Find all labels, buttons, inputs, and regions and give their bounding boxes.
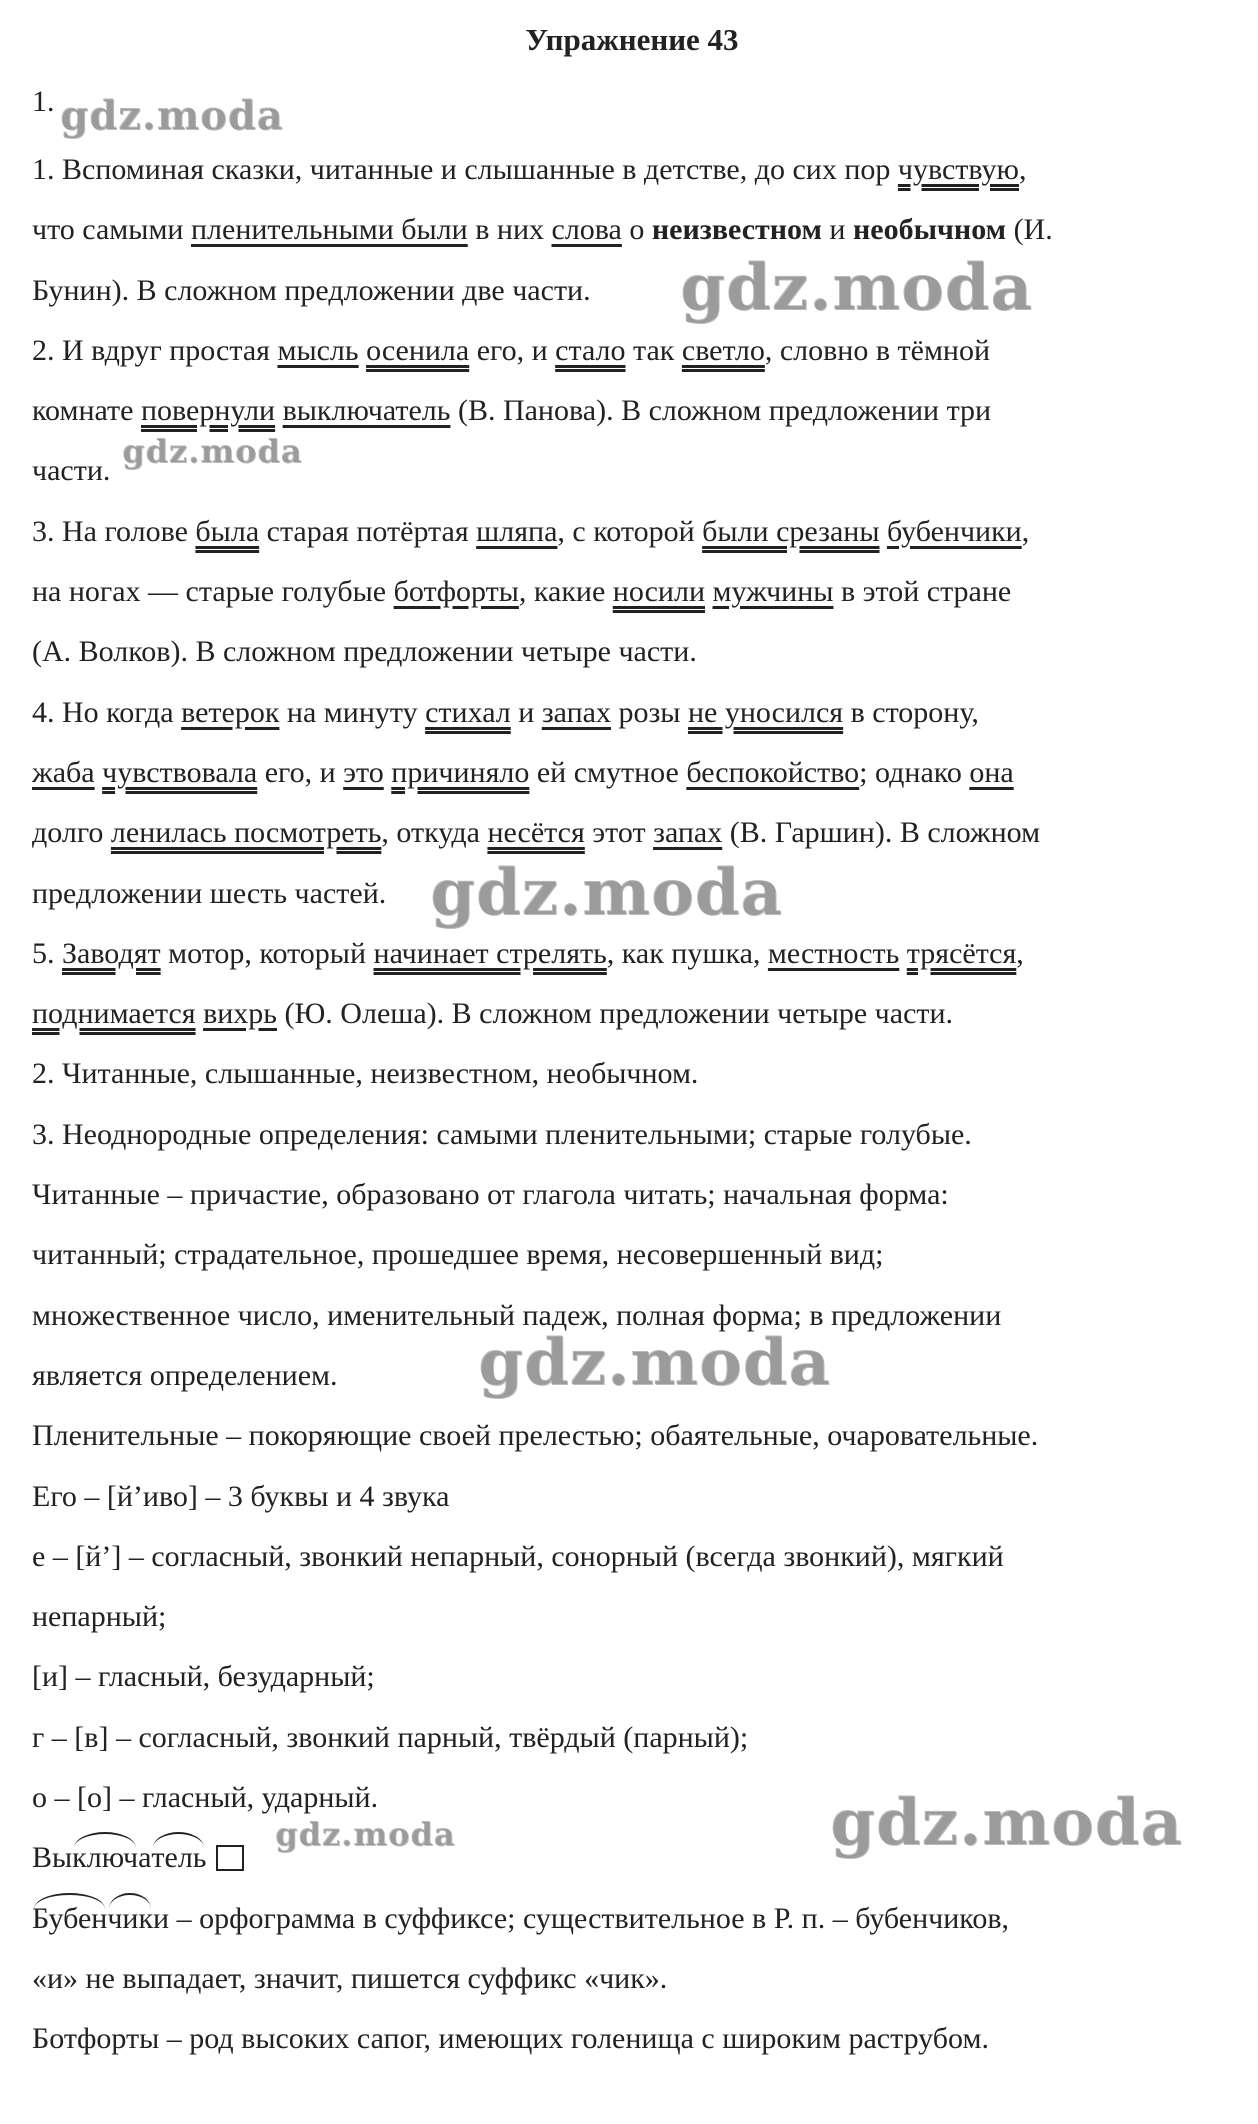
text-line: 2. Читанные, слышанные, неизвестном, необычном. <box>32 1057 699 1091</box>
watermark: gdz.moda <box>680 250 1033 325</box>
text-line: Ботфорты – род высоких сапог, имеющих голенища с широким раструбом. <box>32 2022 989 2056</box>
text-line: 3. На голове была старая потёртая шляпа, с которой были срезаны бубенчики, <box>32 514 1030 548</box>
watermark: gdz.moda <box>122 432 303 470</box>
text-line: непарный; <box>32 1600 167 1634</box>
text-line: части. <box>32 454 111 488</box>
text-line: долго ленилась посмотреть, откуда несётся этот запах (В. Гаршин). В сложном <box>32 816 1041 850</box>
text-line: на ногах — старые голубые ботфорты, какие носили мужчины в этой стране <box>32 575 1012 609</box>
text-line: [и] – гласный, безударный; <box>32 1660 375 1694</box>
text-line: Читанные – причастие, образовано от глагола читать; начальная форма: <box>32 1178 949 1212</box>
page-title: Упражнение 43 <box>525 22 739 57</box>
text-line: жаба чувствовала его, и это причиняло ей смутное беспокойство; однако она <box>32 755 1014 789</box>
suffix: а <box>138 1841 152 1875</box>
text-line: что самыми пленительными были в них слова о неизвестном и необычном (И. <box>32 213 1053 247</box>
text-line: Бубенчики – орфограмма в суффиксе; существительное в Р. п. – бубенчиков, <box>32 1889 1242 1949</box>
text-line: множественное число, именительный падеж, полная форма; в предложении <box>32 1298 1002 1332</box>
suffix: тель <box>151 1828 206 1888</box>
text-line: о – [о] – гласный, ударный. <box>32 1781 379 1815</box>
text-line: 1. Вспоминая сказки, читанные и слышанные в детстве, до сих пор чувствую, <box>32 153 1027 186</box>
text-line: поднимается вихрь (Ю. Олеша). В сложном предложении четыре части. <box>32 997 954 1031</box>
text-line: Его – [й’иво] – 3 буквы и 4 звука <box>32 1479 450 1513</box>
item-1-label: 1. <box>32 85 55 118</box>
text-line: 5. Заводят мотор, который начинает стрелять, как пушка, местность трясётся, <box>32 936 1024 970</box>
watermark: gdz.moda <box>275 1815 456 1853</box>
text-line: читанный; страдательное, прошедшее время, несовершенный вид; <box>32 1238 884 1272</box>
text-line: Пленительные – покоряющие своей прелестью; обаятельные, очаровательные. <box>32 1419 1039 1453</box>
suffix: чик <box>107 1889 153 1949</box>
text-line: е – [й’] – согласный, звонкий непарный, сонорный (всегда звонкий), мягкий <box>32 1539 1004 1573</box>
watermark: gdz.moda <box>60 92 284 139</box>
text-line: Бунин). В сложном предложении две части. <box>32 273 591 307</box>
exercise-text <box>32 140 1242 2070</box>
text-line: (А. Волков). В сложном предложении четыре части. <box>32 635 697 669</box>
text-line: 4. Но когда ветерок на минуту стихал и запах розы не уносился в сторону, <box>32 695 979 729</box>
text-line: 2. И вдруг простая мысль осенила его, и стало так светло, словно в тёмной <box>32 333 991 367</box>
text-line: комнате повернули выключатель (В. Панова). В сложном предложении три <box>32 394 992 428</box>
text-line: 3. Неоднородные определения: самыми пленительными; старые голубые. <box>32 1117 972 1151</box>
text-line: «и» не выпадает, значит, пишется суффикс «чик». <box>32 1961 668 1995</box>
watermark: gdz.moda <box>430 855 783 930</box>
text-line: предложении шесть частей. <box>32 876 387 910</box>
text-line: г – [в] – согласный, звонкий парный, твёрдый (парный); <box>32 1720 749 1754</box>
null-ending-box <box>216 1845 244 1871</box>
watermark: gdz.moda <box>830 1785 1183 1860</box>
watermark: gdz.moda <box>478 1325 831 1400</box>
root: ключ <box>72 1828 138 1888</box>
root: Бубен <box>32 1889 107 1949</box>
prefix: Вы <box>32 1841 73 1875</box>
text-line: является определением. <box>32 1358 338 1392</box>
